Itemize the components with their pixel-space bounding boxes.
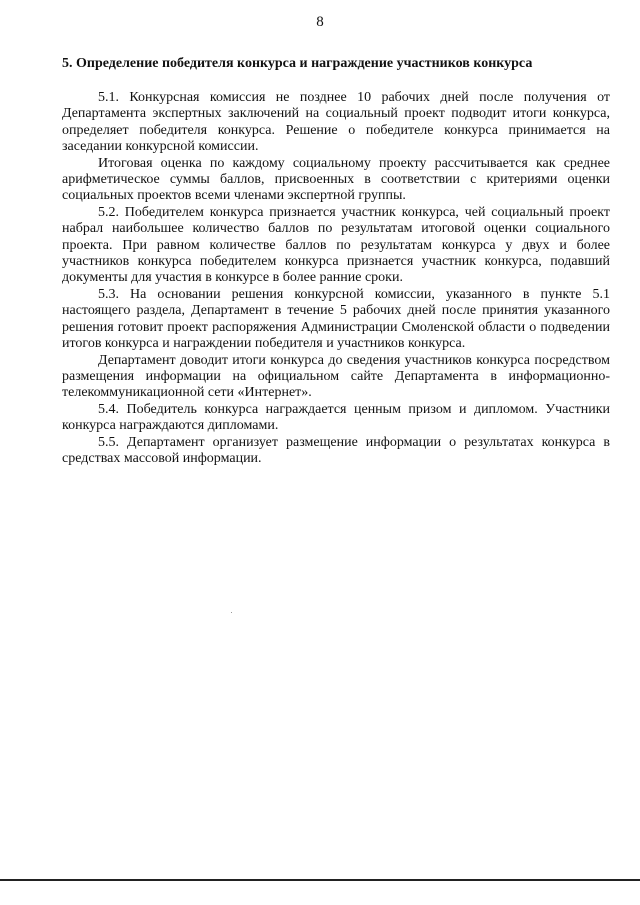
paragraph-5-1: 5.1. Конкурсная комиссия не позднее 10 рабочих дней после получения от Департамента экспертных заключений на социальный проект подводит итоги конкурса, определяет победителя конкурса. Решение о победителе конкурса принимается на заседании конкурсной комиссии. (62, 90, 610, 155)
section-heading: 5. Определение победителя конкурса и награждение участников конкурса (62, 56, 533, 71)
paragraph-final-score: Итоговая оценка по каждому социальному проекту рассчитывается как среднее арифметическое суммы баллов, присвоенных в соответствии с критериями оценки социальных проектов всеми членами экспертной группы. (62, 155, 610, 204)
scan-speck (231, 612, 232, 613)
paragraph-5-2: 5.2. Победителем конкурса признается участник конкурса, чей социальный проект набрал наибольшее количество баллов по результатам итоговой оценки социального проекта. При равном количестве баллов по результатам конкурса у двух и более участников конкурса победителем конкурса признается участник конкурса, подавший документы для участия в конкурсе в более ранние сроки. (62, 204, 610, 286)
bottom-rule (0, 879, 640, 881)
paragraph-5-3: 5.3. На основании решения конкурсной комиссии, указанного в пункте 5.1 настоящего раздела, Департамент в течение 5 рабочих дней после принятия указанного решения готовит проект распоряжения Администрации Смоленской области о подведении итогов конкурса и награждении победителя и участников конкурса. (62, 286, 610, 352)
section-body (62, 90, 610, 467)
paragraph-results-notice: Департамент доводит итоги конкурса до сведения участников конкурса посредством размещения информации на официальном сайте Департамента в информационно-телекоммуникационной сети «Интернет». (62, 352, 610, 401)
paragraph-5-5: 5.5. Департамент организует размещение информации о результатах конкурса в средствах массовой информации. (62, 434, 610, 466)
paragraph-5-4: 5.4. Победитель конкурса награждается ценным призом и дипломом. Участники конкурса награждаются дипломами. (62, 401, 610, 434)
page-number: 8 (316, 14, 324, 30)
